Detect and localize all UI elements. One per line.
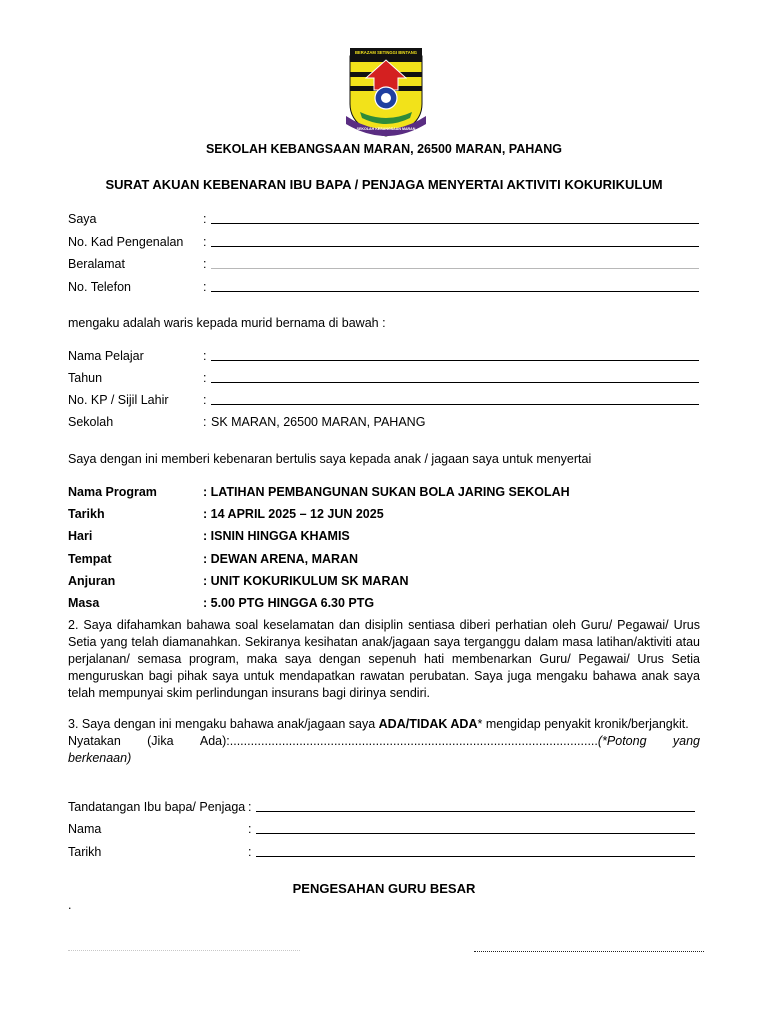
- program-label: Nama Program: [68, 485, 157, 499]
- fill-in-line[interactable]: [256, 856, 695, 857]
- health-dots: Ada):..........................................................................................................: [199, 734, 598, 748]
- program-label: Tempat: [68, 552, 112, 566]
- field-label: Nama Pelajar: [68, 349, 144, 363]
- field-colon: :: [248, 822, 252, 836]
- health-word: (Jika: [147, 734, 174, 748]
- field-label: Tahun: [68, 371, 103, 385]
- program-label: Masa: [68, 596, 100, 610]
- fill-in-line[interactable]: [211, 268, 699, 269]
- document-title: SURAT AKUAN KEBENARAN IBU BAPA / PENJAGA MENYERTAI AKTIVITI KOKURIKULUM: [105, 177, 663, 192]
- ward-intro-text: mengaku adalah waris kepada murid bernama di bawah :: [68, 316, 386, 330]
- program-label: Anjuran: [68, 574, 116, 588]
- health-ada-tidak-ada: ADA/TIDAK ADA: [378, 717, 478, 731]
- field-no-kad-pengenalan: [68, 233, 700, 251]
- field-label: Tarikh: [68, 845, 102, 859]
- crest-top-banner-text: BERAZAM SETINGGI BINTANG: [354, 50, 418, 56]
- field-nama: [68, 820, 696, 838]
- field-label: Sekolah: [68, 415, 114, 429]
- safety-paragraph: 2. Saya difahamkan bahawa soal keselamatan dan disiplin sentiasa diberi perhatian oleh Guru/ Pegawai/ Urus Setia yang telah diamanahkan. Sekiranya kesihatan anak/jagaan saya terganggu dalam masa latihan/aktiviti atau perjalanan/ semasa program, maka saya dengan sepenuh hati membenarkan Guru/ Pegawai/ Urus Setia menguruskan bagi pihak saya untuk mendapatkan rawatan perubatan. Saya juga mengaku bahawa anak saya telah mempunyai skim perlindungan insurans bagi dirinya sendiri.: [68, 618, 700, 700]
- fill-in-line[interactable]: [211, 360, 699, 361]
- field-label: No. Telefon: [68, 280, 132, 294]
- field-colon: :: [203, 257, 207, 271]
- health-prefix: 3. Saya dengan ini mengaku bahawa anak/jagaan saya: [68, 717, 379, 731]
- crest-bottom-ribbon-text: SEKOLAH KEBANGSAAN MARAN: [356, 127, 416, 131]
- health-italic-note: berkenaan): [68, 751, 132, 765]
- field-colon: :: [203, 415, 207, 429]
- school-title: SEKOLAH KEBANGSAAN MARAN, 26500 MARAN, PAHANG: [205, 142, 563, 156]
- program-name-row: [68, 483, 700, 501]
- principal-signature-line-left[interactable]: [68, 950, 300, 951]
- permission-intro-text: Saya dengan ini memberi kebenaran bertulis saya kepada anak / jagaan saya untuk menyertai: [68, 452, 592, 466]
- principal-heading: PENGESAHAN GURU BESAR: [292, 881, 476, 896]
- field-colon: :: [248, 845, 252, 859]
- field-label: No. KP / Sijil Lahir: [68, 393, 169, 407]
- health-line-1-text: [68, 716, 689, 733]
- field-sekolah: [68, 413, 700, 431]
- health-line-2: [68, 733, 700, 750]
- health-line-1: [68, 716, 700, 733]
- health-word: Nyatakan: [68, 734, 121, 748]
- fill-in-line[interactable]: [211, 291, 699, 292]
- field-no-kp-sijil-lahir: [68, 391, 700, 409]
- health-italic-note: (*Potong: [597, 734, 647, 748]
- fill-in-line[interactable]: [211, 246, 699, 247]
- field-saya: [68, 210, 700, 228]
- program-label: Tarikh: [68, 507, 105, 521]
- field-beralamat: [68, 255, 700, 273]
- crest-inner-circle: [381, 93, 391, 103]
- program-label: Hari: [68, 529, 93, 543]
- program-organizer-row: [68, 572, 700, 590]
- program-value: : 5.00 PTG HINGGA 6.30 PTG: [203, 596, 375, 610]
- field-value: SK MARAN, 26500 MARAN, PAHANG: [211, 415, 426, 429]
- field-label: Tandatangan Ibu bapa/ Penjaga: [68, 800, 246, 814]
- program-value: : DEWAN ARENA, MARAN: [203, 552, 359, 566]
- health-line-3: [68, 750, 700, 767]
- field-colon: :: [203, 393, 207, 407]
- program-venue-row: [68, 550, 700, 568]
- health-italic-note: yang: [672, 734, 700, 748]
- fill-in-line[interactable]: [211, 404, 699, 405]
- field-no-telefon: [68, 278, 700, 296]
- program-date-row: [68, 505, 700, 523]
- program-value: : 14 APRIL 2025 – 12 JUN 2025: [203, 507, 384, 521]
- program-value: : UNIT KOKURIKULUM SK MARAN: [203, 574, 409, 588]
- field-colon: :: [203, 349, 207, 363]
- fill-in-line[interactable]: [211, 223, 699, 224]
- field-label: No. Kad Pengenalan: [68, 235, 184, 249]
- field-colon: :: [248, 800, 252, 814]
- field-tahun: [68, 369, 700, 387]
- program-value: : LATIHAN PEMBANGUNAN SUKAN BOLA JARING SEKOLAH: [203, 485, 570, 499]
- fill-in-line[interactable]: [256, 811, 695, 812]
- field-colon: :: [203, 371, 207, 385]
- fill-in-line[interactable]: [256, 833, 695, 834]
- field-label: Nama: [68, 822, 102, 836]
- field-colon: :: [203, 212, 207, 226]
- fill-in-line[interactable]: [211, 382, 699, 383]
- field-colon: :: [203, 280, 207, 294]
- program-time-row: [68, 594, 700, 612]
- principal-signature-line-right[interactable]: [474, 951, 704, 952]
- field-tandatangan: [68, 798, 696, 816]
- field-colon: :: [203, 235, 207, 249]
- field-tarikh: [68, 843, 696, 861]
- field-nama-pelajar: [68, 347, 700, 365]
- program-value: : ISNIN HINGGA KHAMIS: [203, 529, 350, 543]
- program-day-row: [68, 527, 700, 545]
- stray-dot: .: [68, 898, 72, 912]
- health-suffix: * mengidap penyakit kronik/berjangkit.: [477, 717, 689, 731]
- school-crest-logo: [344, 46, 428, 142]
- health-dotted-answer[interactable]: [200, 733, 647, 750]
- field-label: Saya: [68, 212, 97, 226]
- field-label: Beralamat: [68, 257, 125, 271]
- health-declaration-paragraph: [68, 716, 700, 767]
